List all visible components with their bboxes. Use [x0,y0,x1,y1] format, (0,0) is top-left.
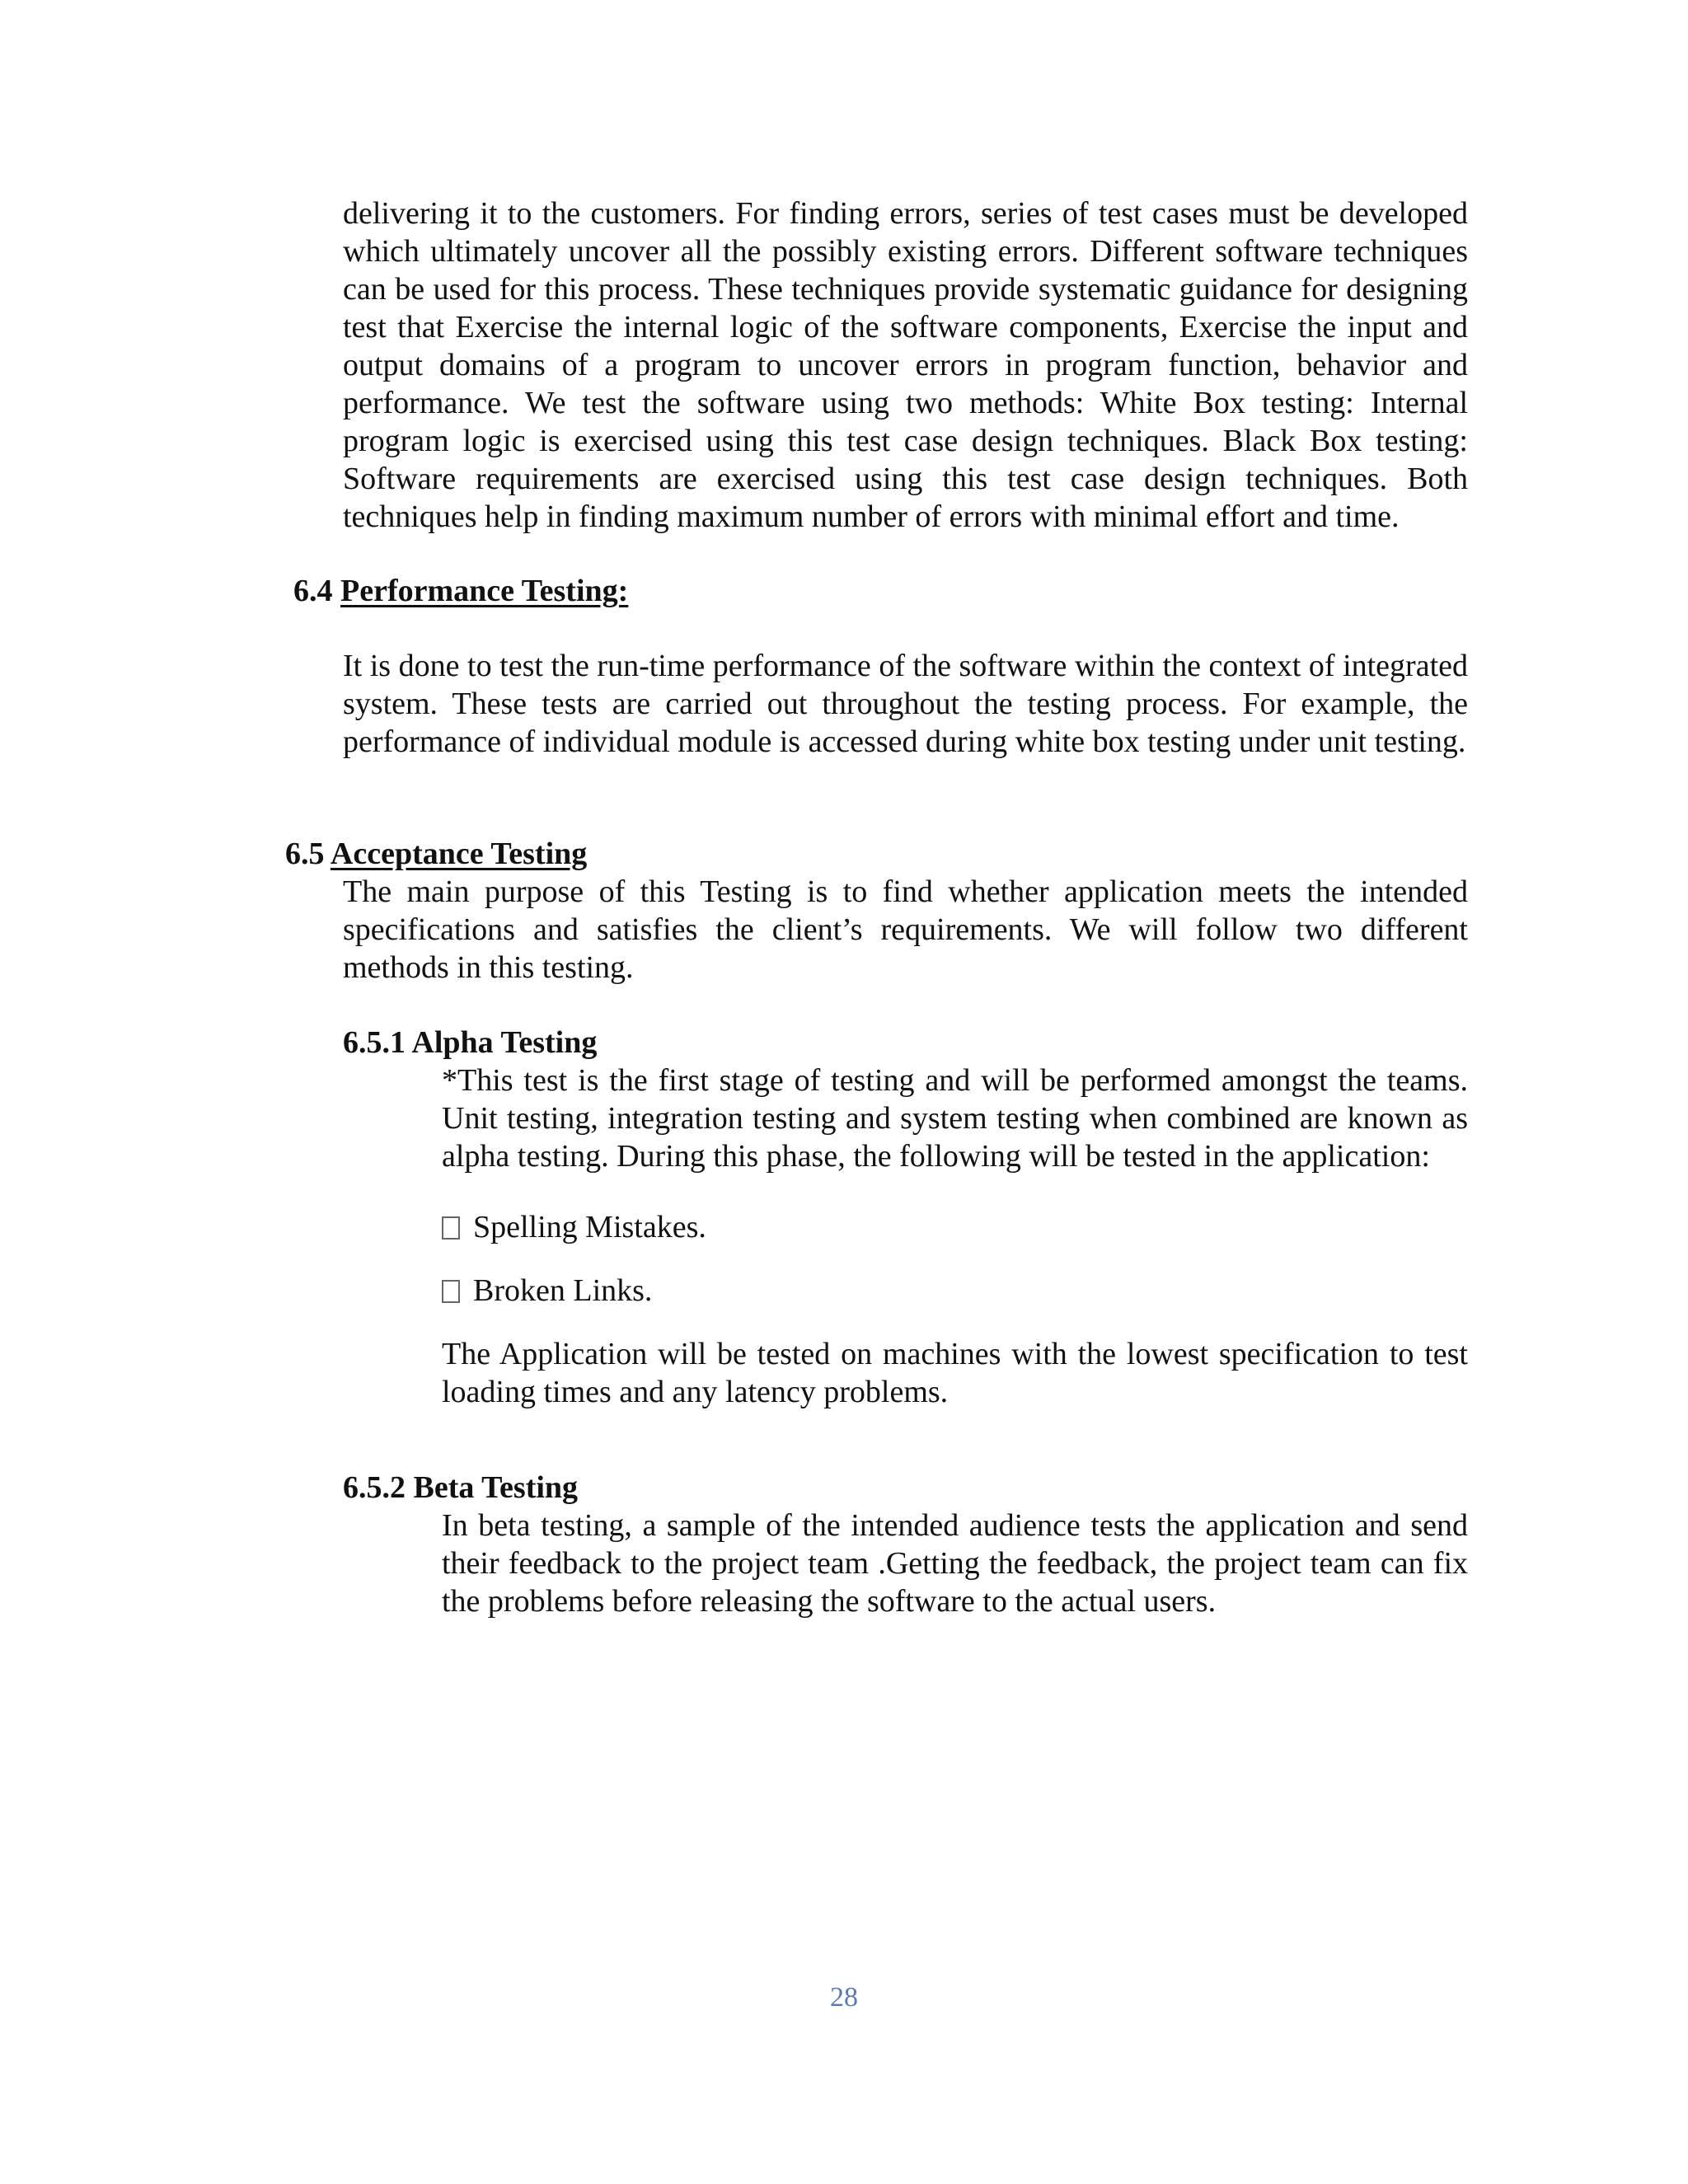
bullet-item [442,1272,652,1310]
section-6-5-1-closing: The Application will be tested on machines with the lowest specification to test loading times and any latency problems. [442,1337,1468,1409]
section-6-4-body: It is done to test the run-time performance of the software within the context of integrated system. These tests are carried out throughout the testing process. For example, the performance of individual module is accessed during white box testing under unit testing. [343,649,1468,759]
section-6-5-title: Acceptance Testing [330,837,588,871]
section-6-5-body: The main purpose of this Testing is to find whether application meets the intended specifications and satisfies the client’s requirements. We will follow two different methods in this testing. [343,874,1468,985]
bullet-box-icon [442,1216,460,1240]
section-6-4-number: 6.4 [293,574,333,608]
section-6-5-1-body: *This test is the first stage of testing and will be performed amongst the teams. Unit testing, integration testing and system testing when combined are known as alpha testing. During this phase, the following will be tested in the application: [442,1063,1468,1174]
bullet-item [442,1208,706,1246]
section-6-5-heading [285,835,587,873]
section-6-4-title: Performance Testing: [340,574,629,608]
section-6-5-2-heading: 6.5.2 Beta Testing [343,1470,579,1505]
bullet-item-text: Broken Links. [473,1273,653,1308]
section-6-5-2-body: In beta testing, a sample of the intended audience tests the application and send their feedback to the project team .Getting the feedback, the project team can fix the problems before releasing the software to the actual users. [442,1508,1468,1619]
section-6-5-number: 6.5 [285,837,325,871]
bullet-item-text: Spelling Mistakes. [473,1210,706,1244]
section-6-4-heading [293,572,628,610]
page-number: 28 [830,1982,858,2013]
section-6-5-1-heading: 6.5.1 Alpha Testing [343,1025,598,1060]
bullet-box-icon [442,1280,460,1303]
intro-paragraph: delivering it to the customers. For finding errors, series of test cases must be developed which ultimately uncover all the possibly existing errors. Different software techniques can be used for this process. These techniques provide systematic guidance for designing test that Exercise the internal logic of the software components, Exercise the input and output domains of a program to uncover errors in program function, behavior and performance. We test the software using two methods: White Box testing: Internal program logic is exercised using this test case design techniques. Black Box testing: Software requirements are exercised using this test case design techniques. Both techniques help in finding maximum number of errors with minimal effort and time. [343,196,1468,534]
